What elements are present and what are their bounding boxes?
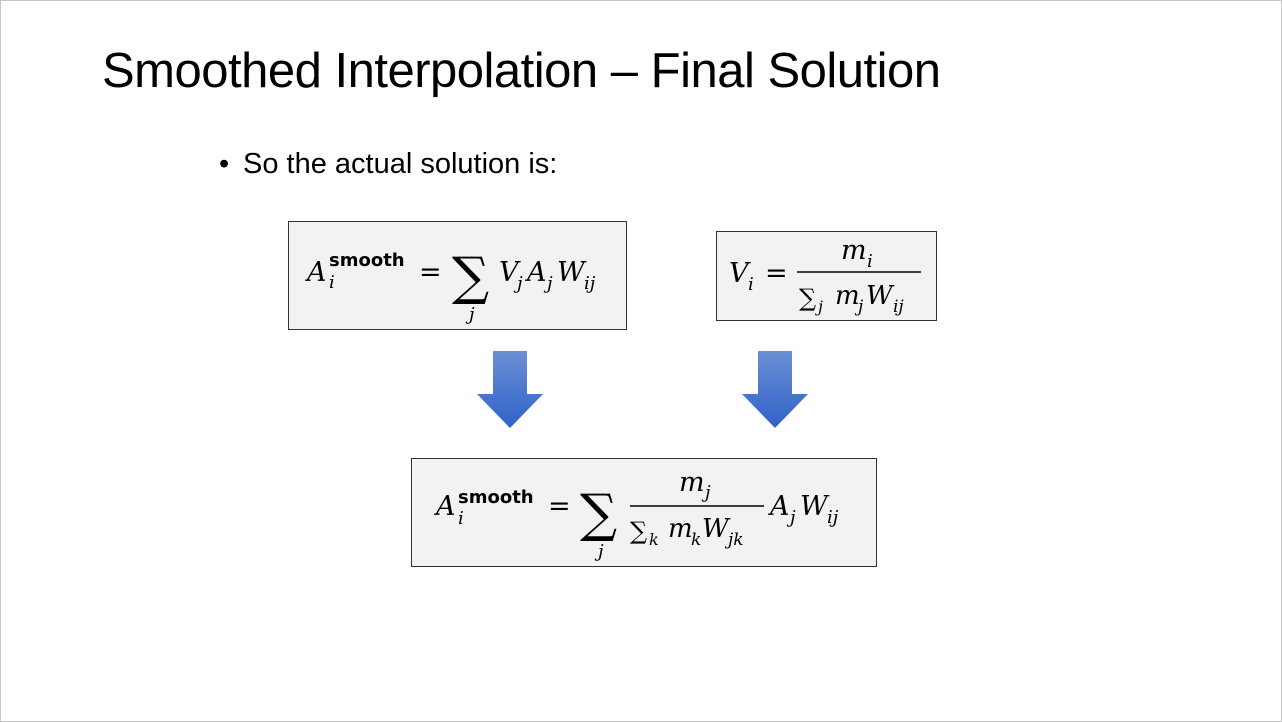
equation-volume [716, 231, 937, 321]
eq3-equals: = [548, 491, 571, 522]
eq1-term-a: A [527, 257, 547, 288]
eq3-lhs-superscript: smooth [458, 487, 534, 508]
down-arrow-icon [741, 351, 809, 429]
eq1-sum-operator: ∑ [452, 247, 490, 307]
eq3-trailing-a-subscript: j [790, 507, 796, 528]
eq3-numerator: m [679, 467, 705, 498]
eq3-denominator-sum-index: k [649, 530, 659, 549]
eq1-equals: = [419, 257, 442, 288]
eq2-denominator-m: m [835, 281, 860, 311]
equation-final [411, 458, 877, 567]
slide-title: Smoothed Interpolation – Final Solution [102, 44, 941, 98]
eq3-denominator-w: W [702, 514, 729, 544]
eq2-lhs-subscript: i [748, 274, 754, 295]
eq3-denominator-m: m [668, 514, 693, 544]
equation-smooth-sum [288, 221, 627, 330]
eq2-equals: = [765, 258, 788, 289]
eq1-lhs-symbol: A [307, 257, 327, 288]
eq1-term-w: W [557, 257, 585, 288]
eq1-term-w-subscript: ij [584, 273, 596, 294]
eq3-sum-index: j [598, 541, 604, 562]
eq3-numerator-subscript: j [705, 482, 711, 503]
eq3-lhs-subscript: i [458, 508, 464, 529]
eq2-denominator-w: W [866, 281, 893, 311]
eq2-denominator-sum: ∑ [799, 284, 817, 312]
eq2-denominator-w-subscript: ij [893, 297, 904, 317]
eq2-denominator-sum-index: j [818, 297, 823, 316]
eq2-numerator-subscript: i [867, 251, 873, 272]
eq1-term-v: V [499, 257, 519, 288]
eq3-denominator-w-subscript: jk [728, 530, 744, 550]
eq1-term-v-subscript: j [517, 273, 523, 294]
down-arrow-icon [476, 351, 544, 429]
eq3-denominator-m-subscript: k [691, 530, 702, 550]
eq3-lhs-symbol: A [436, 491, 456, 522]
bullet-item [219, 145, 557, 183]
eq3-sum-operator: ∑ [580, 484, 618, 544]
eq3-trailing-w: W [800, 491, 828, 522]
eq2-denominator-m-subscript: j [858, 297, 864, 317]
eq1-lhs-subscript: i [329, 272, 335, 293]
eq1-term-a-subscript: j [547, 273, 553, 294]
bullet-text: So the actual solution is: [243, 148, 558, 180]
eq2-numerator: m [841, 235, 867, 266]
eq3-trailing-w-subscript: ij [827, 507, 839, 528]
equation-final-graphic [412, 459, 878, 568]
equation-volume-graphic [717, 232, 938, 322]
bullet-marker: • [219, 148, 230, 180]
eq2-lhs-symbol: V [729, 258, 749, 289]
eq1-lhs-superscript: smooth [329, 250, 405, 271]
equation-smooth-sum-graphic [289, 222, 628, 331]
eq1-sum-index: j [469, 304, 475, 325]
eq3-denominator-sum: ∑ [630, 517, 648, 545]
eq3-trailing-a: A [770, 491, 790, 522]
